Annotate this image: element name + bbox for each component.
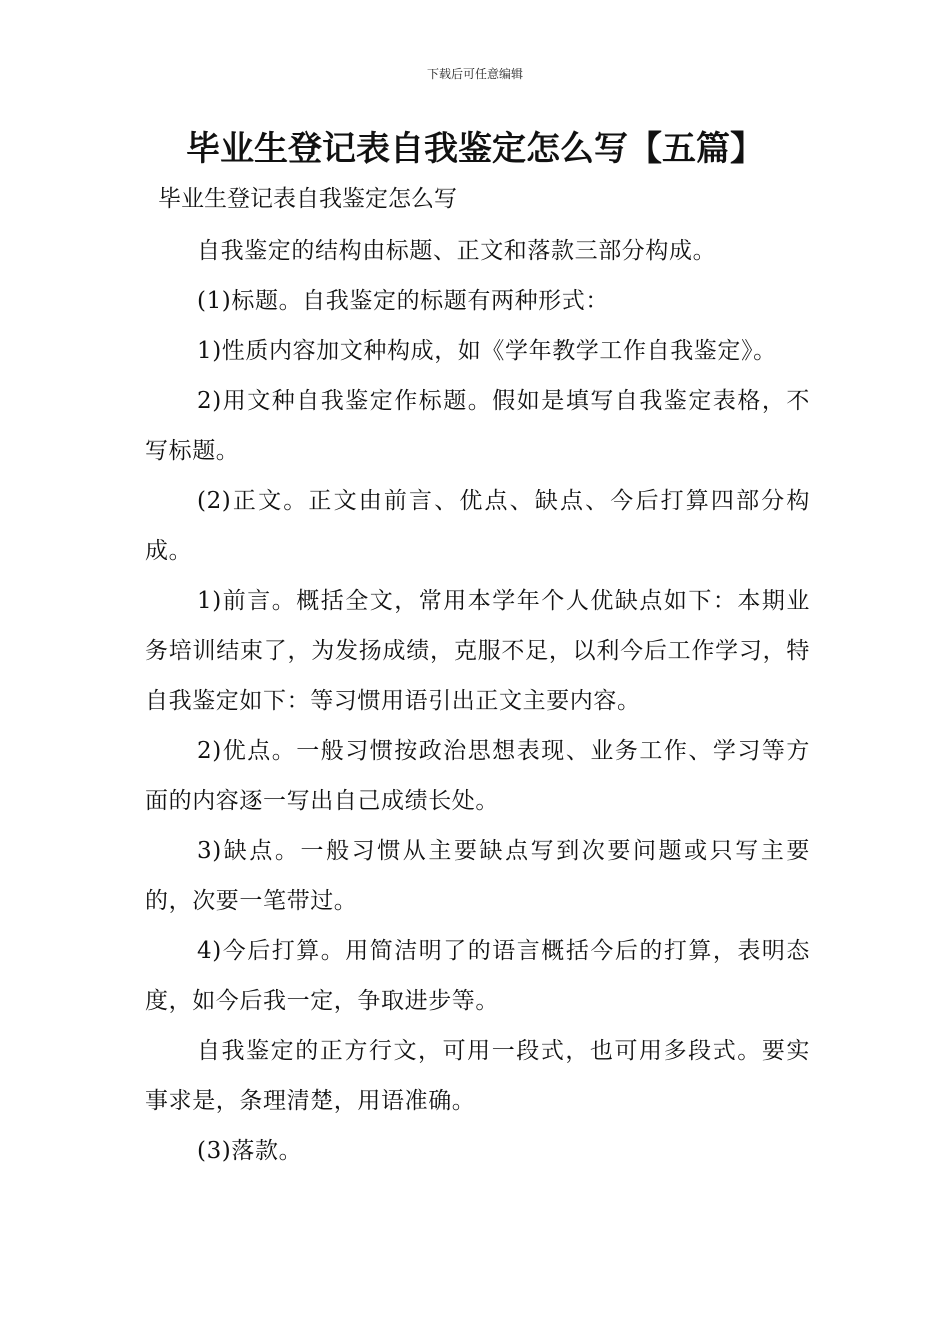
- paragraph-title-form-2: 2)用文种自我鉴定作标题。假如是填写自我鉴定表格，不写标题。: [145, 388, 810, 464]
- document-body: [145, 226, 810, 1176]
- document-title: 毕业生登记表自我鉴定怎么写【五篇】: [186, 129, 764, 169]
- paragraph-strengths: 2)优点。一般习惯按政治思想表现、业务工作、学习等方面的内容逐一写出自己成绩长处。: [145, 738, 810, 814]
- paragraph-title-section: (1)标题。自我鉴定的标题有两种形式：: [197, 288, 609, 314]
- paragraph-preface: 1)前言。概括全文，常用本学年个人优缺点如下：本期业务培训结束了，为发扬成绩，克服不足，以利今后工作学习，特自我鉴定如下：等习惯用语引出正文主要内容。: [145, 588, 810, 714]
- paragraph-title-form-1: 1)性质内容加文种构成，如《学年教学工作自我鉴定》。: [197, 338, 777, 364]
- document-subtitle: 毕业生登记表自我鉴定怎么写: [158, 186, 457, 212]
- paragraph-body-section: (2)正文。正文由前言、优点、缺点、今后打算四部分构成。: [145, 488, 810, 564]
- header-note: 下载后可任意编辑: [426, 67, 523, 81]
- paragraph-signature-section: (3)落款。: [197, 1138, 303, 1164]
- paragraph-future-plans: 4)今后打算。用简洁明了的语言概括今后的打算，表明态度，如今后我一定，争取进步等。: [145, 938, 810, 1014]
- paragraph-weaknesses: 3)缺点。一般习惯从主要缺点写到次要问题或只写主要的，次要一笔带过。: [145, 838, 810, 914]
- paragraph-structure-intro: 自我鉴定的结构由标题、正文和落款三部分构成。: [197, 238, 717, 264]
- paragraph-writing-style: 自我鉴定的正方行文，可用一段式，也可用多段式。要实事求是，条理清楚，用语准确。: [145, 1038, 810, 1114]
